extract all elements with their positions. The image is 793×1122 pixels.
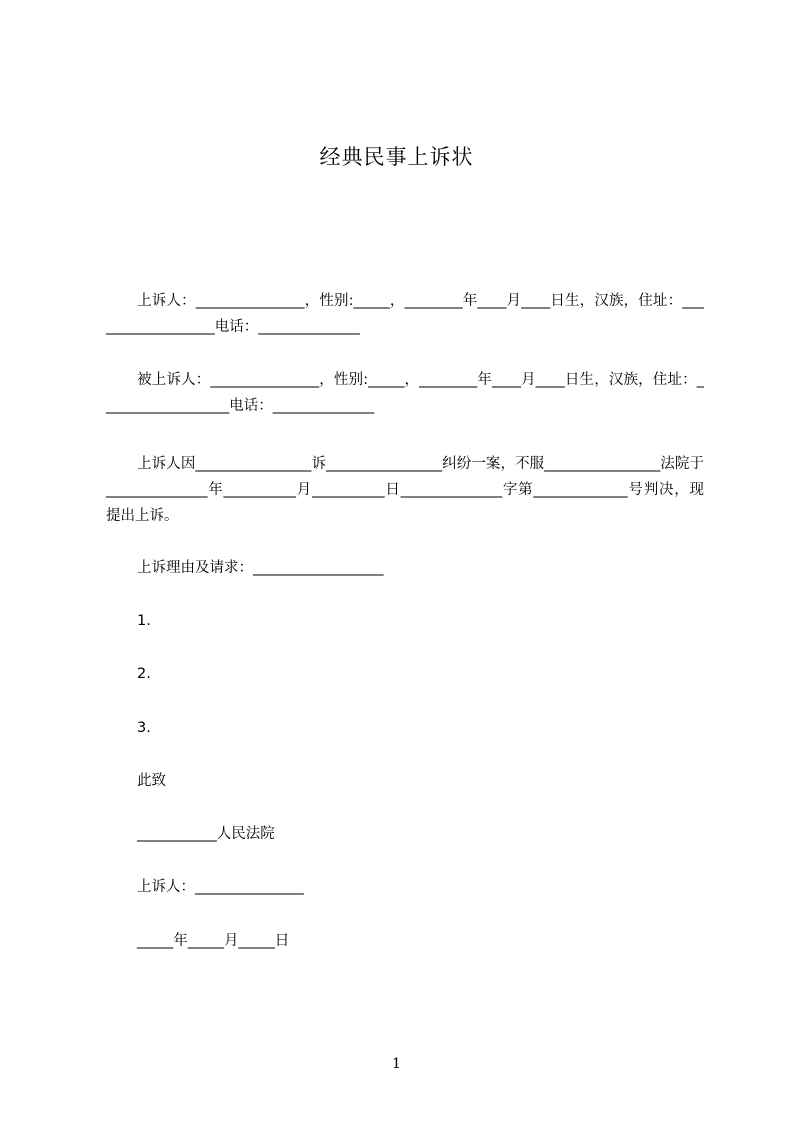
case-text: 上诉人因________________诉________________纠纷一案，不服________________法院于______________年__________月__________日______________字第_____________号判决，现提出上诉。 <box>106 456 704 524</box>
document-title: 经典民事上诉状 <box>319 145 474 169</box>
list-item-1: 1. <box>137 613 151 629</box>
grounds-label: 上诉理由及请求：__________________ <box>137 560 384 576</box>
signature-line: 上诉人：_______________ <box>137 879 304 895</box>
closing-text: 此致 <box>137 773 166 789</box>
court-name: ___________人民法院 <box>137 826 275 842</box>
page-number: 1 <box>392 1056 401 1072</box>
appellant-paragraph <box>106 288 704 340</box>
appellee-paragraph <box>106 367 704 419</box>
appellant-text: 上诉人：_______________，性别:_____，________年____月____日生，汉族，住址：__________________电话：______________ <box>106 293 704 335</box>
appellee-text: 被上诉人：_______________，性别:_____，________年____月____日生，汉族，住址：__________________电话：______________ <box>106 372 704 414</box>
date-line: _____年_____月_____日 <box>137 933 290 949</box>
case-paragraph <box>106 451 704 529</box>
list-item-3: 3. <box>137 720 151 736</box>
list-item-2: 2. <box>137 666 151 682</box>
